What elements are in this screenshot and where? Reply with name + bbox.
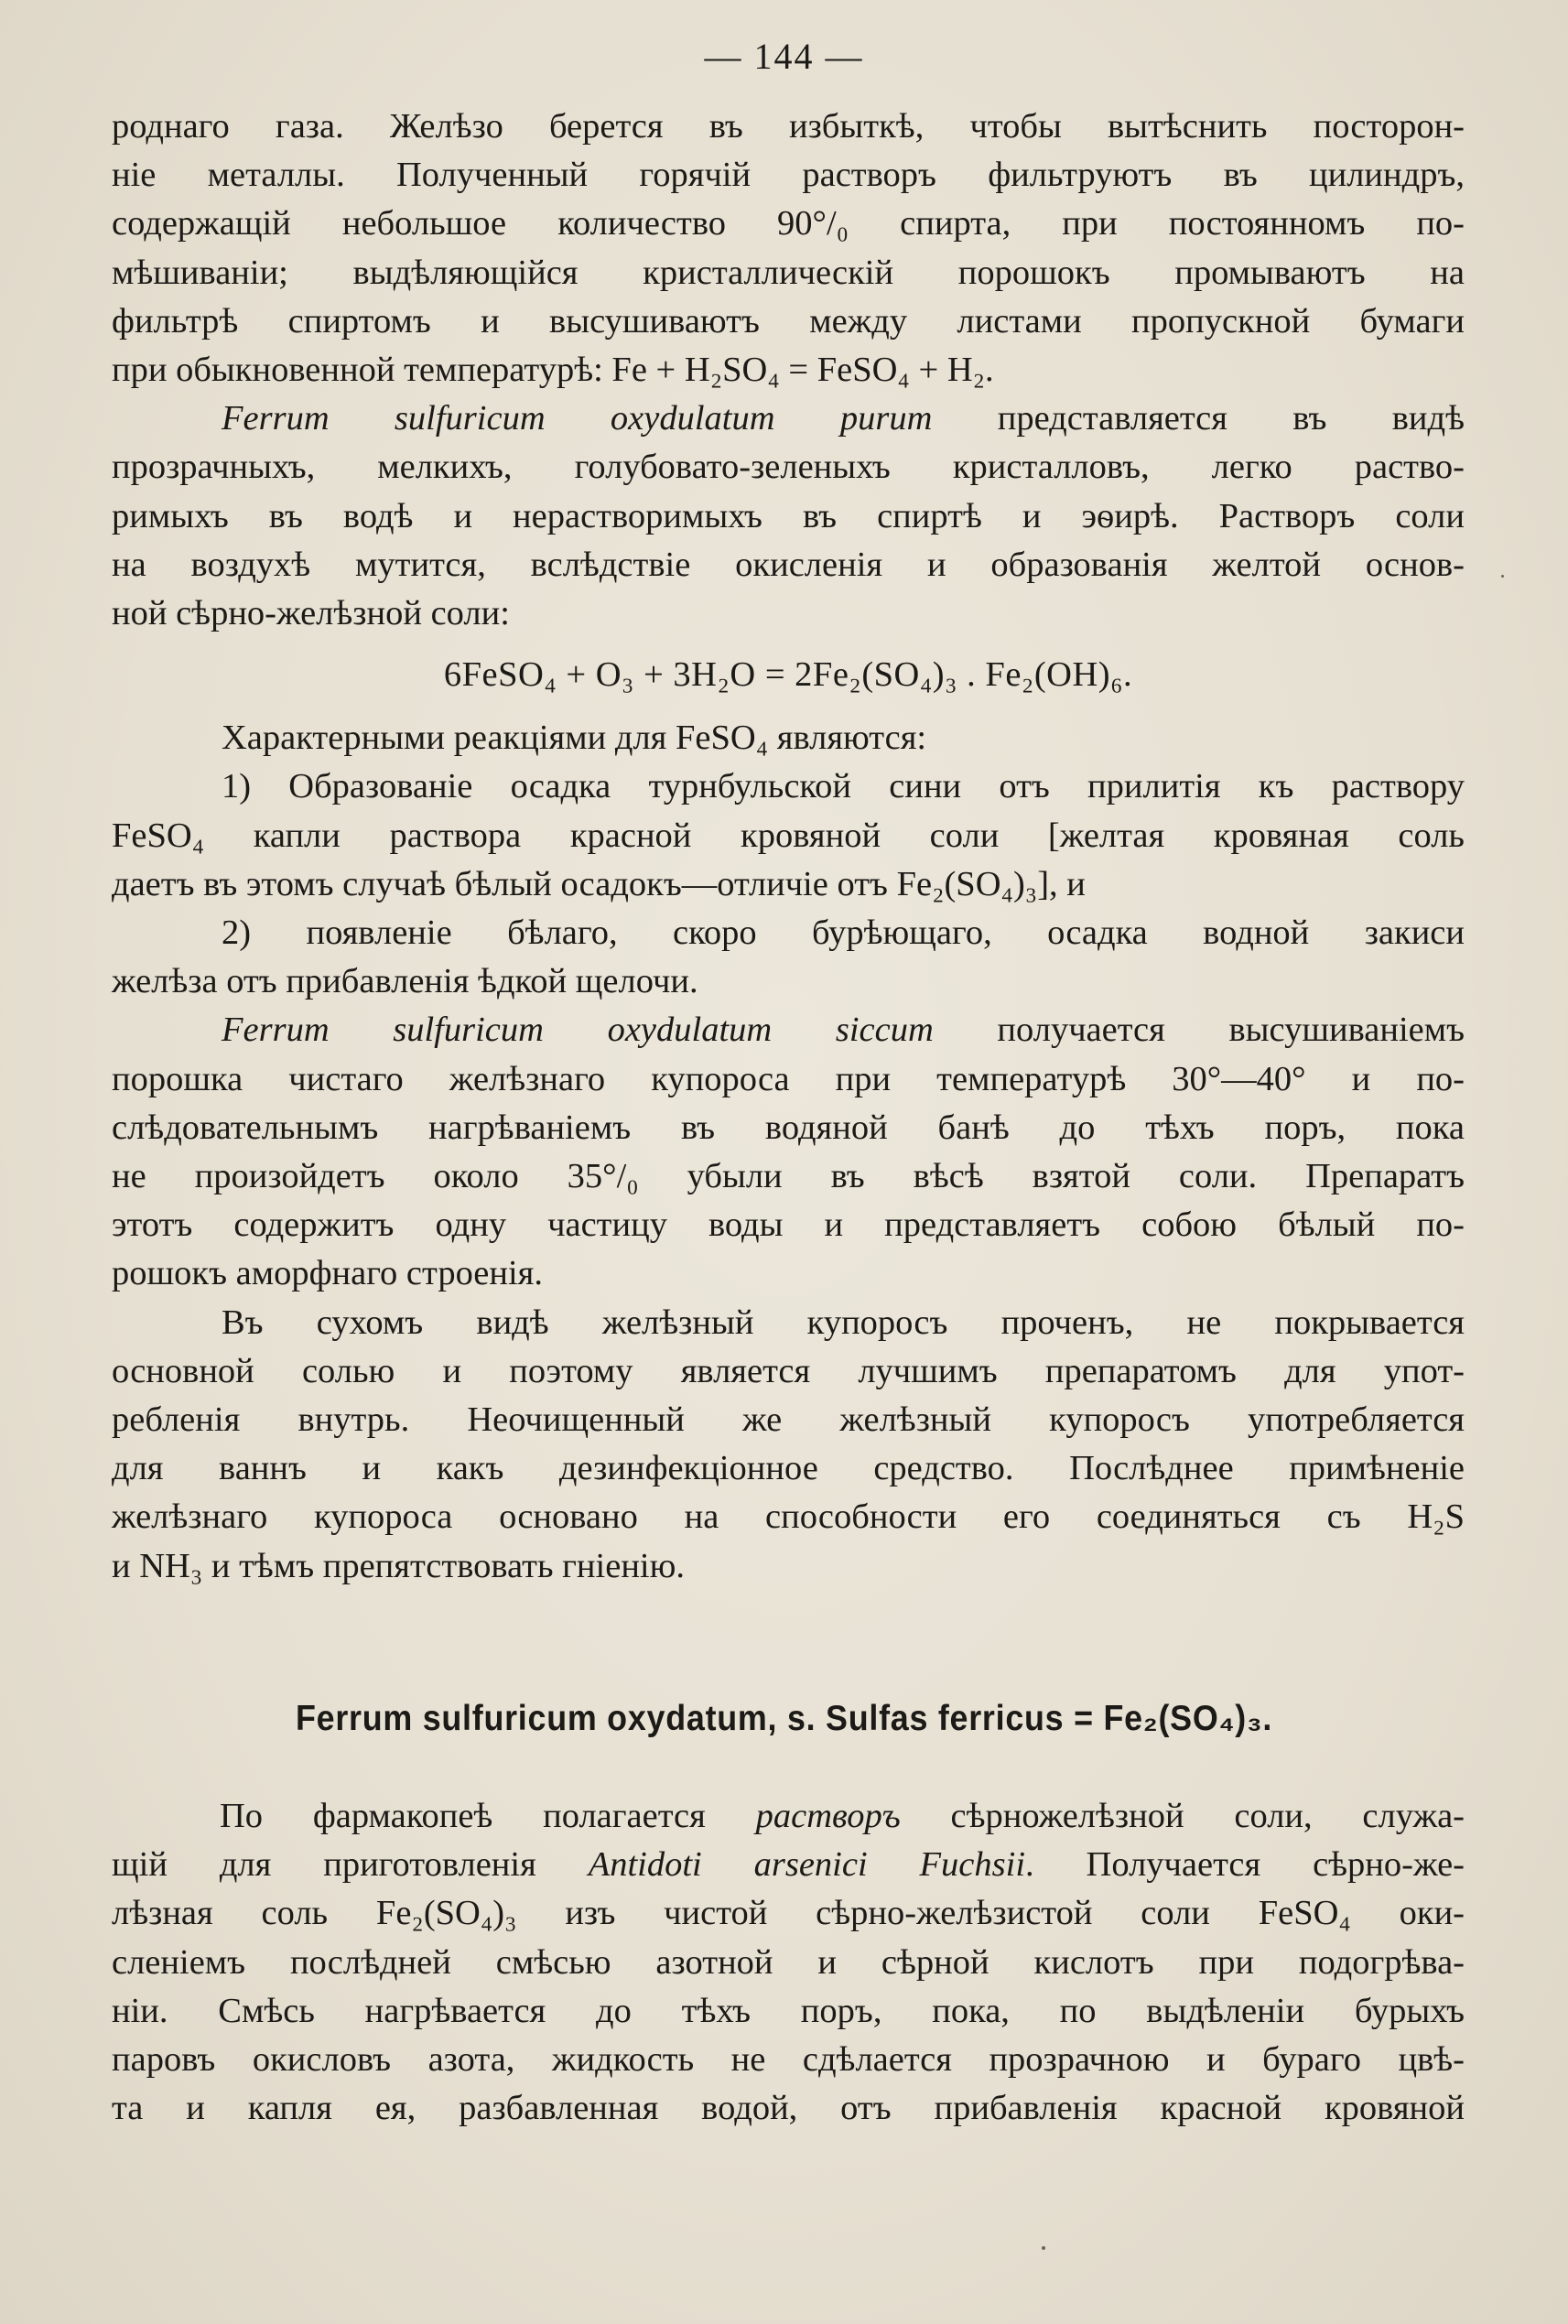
list-item-2 [112,909,1465,1006]
page-number: — 144 — [704,36,864,77]
text-line: этотъ содержитъ одну частицу воды и представляетъ собою бѣлый по- [112,1205,1465,1245]
text-line: римыхъ въ водѣ и нерастворимыхъ въ спиртѣ и эѳирѣ. Растворъ соли [112,496,1465,535]
paragraph-6 [112,1792,1465,2133]
text-line: мѣшиваніи; выдѣляющійся кристаллическій порошокъ промываютъ на [112,253,1465,292]
text-line: Въ сухомъ видѣ желѣзный купоросъ проченъ, не покрывается [222,1303,1465,1342]
text-line [112,1841,1465,1889]
text-fragment: По фармакопеѣ полагается [220,1797,756,1835]
text-fragment: щій для приготовленія [112,1845,589,1885]
text-line: фильтрѣ спиртомъ и высушиваютъ между листами пропускной бумаги [112,301,1465,340]
text-line: та и капля ея, разбавленная водой, отъ прибавленія красной кровяной [112,2089,1465,2128]
paragraph-2 [112,395,1465,638]
text-line: рошокъ аморфнаго строенія. [112,1254,544,1293]
text-line: слѣдовательнымъ нагрѣваніемъ въ водяной банѣ до тѣхъ поръ, пока [112,1108,1465,1147]
text-line: прозрачныхъ, мелкихъ, голубовато-зеленыхъ кристалловъ, легко раство- [112,448,1465,487]
latin-term: Ferrum sulfuricum oxydulatum siccum [222,1011,934,1050]
main-text [112,103,1465,1591]
paragraph-5 [112,1299,1465,1591]
paper-speck [1042,2246,1045,2250]
text-fragment: представляется въ видѣ [932,399,1465,438]
text-line: FeSO₄ капли раствора красной кровяной соли [желтая кровяная соль [112,816,1465,855]
text-line: 2) появленіе бѣлаго, скоро бурѣющаго, осадка водной закиси [222,913,1465,953]
text-fragment: получается высушиваніемъ [933,1011,1465,1050]
chemical-equation: 6FeSO₄ + O₃ + 3H₂O = 2Fe₂(SO₄)₃ . Fe₂(OH)₆. [443,655,1133,695]
latin-term: Ferrum sulfuricum oxydulatum purum [222,399,933,438]
list-item-1 [112,762,1465,909]
text-line: и NH₃ и тѣмъ препятствовать гніенію. [112,1546,686,1585]
text-line: 1) Образованіе осадка турнбульской сини отъ прилитія къ раствору [222,767,1465,806]
text-fragment: . Получается сѣрно-же- [1025,1845,1465,1885]
text-line: ніи. Смѣсь нагрѣвается до тѣхъ поръ, пока, по выдѣленіи бурыхъ [112,1991,1465,2030]
section-heading: Ferrum sulfuricum oxydatum, s. Sulfas ferricus = Fe₂(SO₄)₃. [295,1699,1273,1738]
text-line: основной солью и поэтому является лучшимъ препаратомъ для упот- [112,1351,1465,1390]
emphasis: растворъ [755,1797,901,1835]
text-line: не произойдетъ около 35°/₀ убыли въ вѣсѣ взятой соли. Препаратъ [112,1157,1465,1196]
text-line: ной сѣрно-желѣзной соли: [112,594,510,633]
text-line: ніе металлы. Полученный горячій растворъ фильтруютъ въ цилиндръ, [112,156,1465,195]
paragraph-1 [112,103,1465,395]
text-line: желѣза отъ прибавленія ѣдкой щелочи. [112,962,698,1001]
text-line [112,395,1465,443]
paragraph-3 [112,714,1465,762]
text-line: на воздухѣ мутится, вслѣдствіе окисленія и образованія желтой основ- [112,545,1465,584]
paper-speck [1501,575,1504,578]
text-line: ребленія внутрь. Неочищенный же желѣзный купоросъ употребляется [112,1400,1465,1440]
text-fragment: сѣрножелѣзной соли, служа- [900,1797,1465,1835]
text-line: для ваннъ и какъ дезинфекціонное средство. Послѣднее примѣненіе [112,1449,1465,1488]
text-line: паровъ окисловъ азота, жидкость не сдѣлается прозрачною и бураго цвѣ- [112,2040,1465,2080]
paragraph-4 [112,1006,1465,1298]
section-text [112,1792,1465,2133]
text-line: даетъ въ этомъ случаѣ бѣлый осадокъ—отличіе отъ Fe₂(SO₄)₃], и [112,864,1086,903]
text-line [112,1006,1465,1054]
text-line: содержащій небольшое количество 90°/₀ спирта, при постоянномъ по- [112,204,1465,243]
text-line [112,1792,1465,1841]
latin-term: Antidoti arsenici Fuchsii [588,1845,1026,1885]
text-line: порошка чистаго желѣзнаго купороса при температурѣ 30°—40° и по- [112,1059,1465,1098]
text-line: Характерными реакціями для FeSO₄ являются: [222,719,927,758]
text-line: желѣзнаго купороса основано на способности его соединяться съ H₂S [112,1497,1465,1537]
text-line: лѣзная соль Fe₂(SO₄)₃ изъ чистой сѣрно-желѣзистой соли FeSO₄ оки- [112,1894,1465,1933]
text-line: роднаго газа. Желѣзо берется въ избыткѣ, чтобы вытѣснить посторон- [112,107,1465,146]
text-line: сленіемъ послѣдней смѣсью азотной и сѣрной кислотъ при подогрѣва- [112,1942,1465,1982]
text-line: при обыкновенной температурѣ: Fe + H₂SO₄ = FeSO₄ + H₂. [112,351,994,390]
